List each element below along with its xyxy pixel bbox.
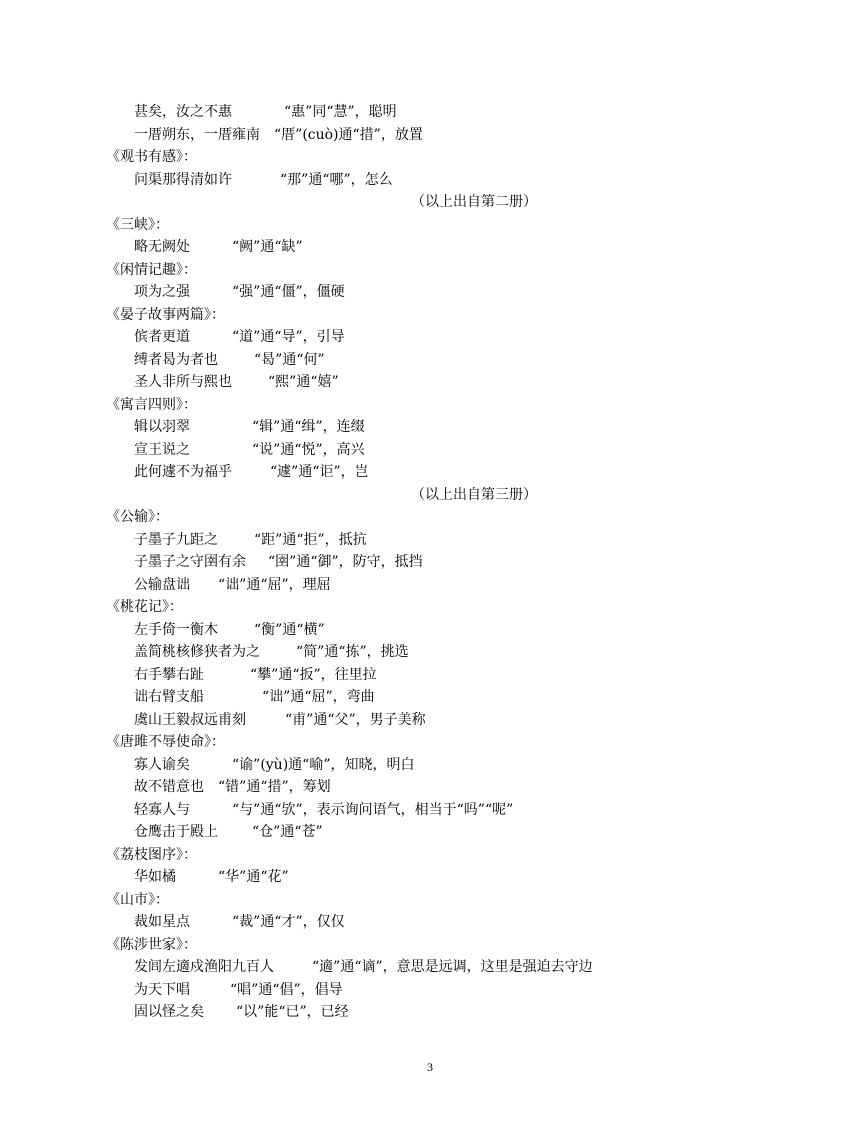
- heading-text: 《山市》：: [106, 891, 169, 908]
- entry-phrase: 辑以羽翠: [134, 419, 190, 435]
- entry-explanation: “距”通“拒”，抵抗: [254, 531, 367, 548]
- note-text: （以上出自第二册）: [411, 194, 537, 210]
- entry-phrase: 虞山王毅叔远甫刻: [134, 711, 246, 728]
- entry-line: [0, 799, 860, 822]
- entry-explanation: “曷”通“何”: [254, 351, 325, 368]
- entry-explanation: “熙”通“嬉”: [268, 374, 339, 390]
- entry-explanation: “阙”通“缺”: [232, 239, 303, 255]
- entry-line: [0, 911, 860, 934]
- entry-explanation: “以”能“已”，已经: [236, 1004, 349, 1020]
- entry-phrase: 宣王说之: [134, 441, 190, 458]
- heading-text: 《晏子故事两篇》：: [106, 306, 225, 323]
- entry-phrase: 略无阙处: [134, 239, 190, 255]
- entry-explanation: “谕”(yù)通“喻”，知晓，明白: [232, 756, 415, 773]
- entry-line: [0, 551, 860, 574]
- document-body: [0, 101, 860, 1024]
- entry-explanation: “仓”通“苍”: [252, 824, 323, 840]
- entry-phrase: 轻寡人与: [134, 801, 190, 818]
- entry-phrase: 盖简桃核修狭者为之: [134, 644, 260, 660]
- entry-explanation: “唱”通“倡”，倡导: [230, 981, 343, 998]
- heading-text: 《桃花记》：: [106, 599, 183, 615]
- section-heading: [0, 394, 860, 417]
- entry-phrase: 左手倚一衡木: [134, 621, 218, 638]
- entry-phrase: 公输盘诎: [134, 576, 190, 593]
- source-note: [0, 484, 860, 507]
- entry-line: [0, 326, 860, 349]
- entry-explanation: “惠”同“慧”，聪明: [284, 104, 397, 120]
- entry-phrase: 子墨子九距之: [134, 531, 218, 548]
- entry-line: [0, 574, 860, 597]
- heading-text: 《荔枝图序》：: [106, 846, 197, 863]
- entry-phrase: 问渠那得清如许: [134, 171, 232, 188]
- entry-phrase: 仓鹰击于殿上: [134, 824, 218, 840]
- entry-phrase: 故不错意也: [134, 779, 204, 795]
- heading-text: 《观书有感》：: [106, 149, 197, 165]
- entry-explanation: “说”通“悦”，高兴: [252, 441, 365, 458]
- section-heading: [0, 506, 860, 529]
- entry-explanation: “裁”通“才”，仅仅: [232, 914, 345, 930]
- entry-phrase: 为天下唱: [134, 981, 190, 998]
- entry-phrase: 傧者更道: [134, 329, 190, 345]
- section-heading: [0, 304, 860, 327]
- section-heading: [0, 214, 860, 237]
- entry-explanation: “甫”通“父”，男子美称: [285, 711, 426, 728]
- entry-line: [0, 754, 860, 777]
- heading-text: 《闲情记趣》：: [106, 261, 197, 278]
- heading-text: 《公输》：: [106, 509, 169, 525]
- note-text: （以上出自第三册）: [411, 486, 537, 503]
- entry-explanation: “强”通“僵”，僵硬: [232, 284, 345, 300]
- page-number: 3: [427, 1060, 433, 1074]
- entry-phrase: 发闾左適戍渔阳九百人: [134, 959, 274, 975]
- entry-phrase: 华如橘: [134, 869, 176, 885]
- entry-explanation: “诎”通“屈”，弯曲: [262, 689, 375, 705]
- entry-phrase: 裁如星点: [134, 914, 190, 930]
- source-note: [0, 191, 860, 214]
- entry-explanation: “遽”通“讵”，岂: [270, 464, 369, 480]
- entry-phrase: 右手攀右趾: [134, 666, 204, 683]
- entry-line: [0, 619, 860, 642]
- entry-explanation: “诎”通“屈”，理屈: [218, 576, 331, 593]
- entry-phrase: 圣人非所与熙也: [134, 374, 232, 390]
- heading-text: 《三峡》：: [106, 216, 169, 233]
- entry-phrase: 甚矣，汝之不惠: [134, 104, 232, 120]
- entry-phrase: 一厝朔东，一厝雍南: [134, 126, 260, 143]
- heading-text: 《唐雎不辱使命》：: [106, 734, 225, 750]
- heading-text: 《陈涉世家》：: [106, 936, 197, 953]
- heading-text: 《寓言四则》：: [106, 396, 197, 413]
- section-heading: [0, 146, 860, 169]
- entry-line: [0, 1001, 860, 1024]
- section-heading: [0, 934, 860, 957]
- entry-phrase: 缚者曷为者也: [134, 351, 218, 368]
- entry-explanation: “衡”通“横”: [254, 621, 325, 638]
- entry-explanation: “辑”通“缉”，连缀: [252, 419, 365, 435]
- entry-explanation: “道”通“导”，引导: [232, 329, 345, 345]
- entry-explanation: “华”通“花”: [218, 869, 289, 885]
- entry-line: [0, 461, 860, 484]
- entry-phrase: 子墨子之守圉有余: [134, 554, 246, 570]
- entry-phrase: 诎右臂支船: [134, 689, 204, 705]
- entry-line: [0, 416, 860, 439]
- entry-line: [0, 866, 860, 889]
- entry-explanation: “厝”(cuò)通“措”，放置: [274, 126, 423, 143]
- section-heading: [0, 596, 860, 619]
- entry-line: [0, 101, 860, 124]
- entry-explanation: “攀”通“扳”，往里拉: [250, 666, 377, 683]
- entry-explanation: “与”通“欤”，表示询问语气，相当于“吗”“呢”: [232, 801, 514, 818]
- section-heading: [0, 844, 860, 867]
- entry-explanation: “那”通“哪”，怎么: [280, 171, 393, 188]
- entry-line: [0, 371, 860, 394]
- entry-line: [0, 664, 860, 687]
- entry-line: [0, 236, 860, 259]
- section-heading: [0, 889, 860, 912]
- entry-line: [0, 529, 860, 552]
- entry-line: [0, 349, 860, 372]
- entry-line: [0, 124, 860, 147]
- entry-line: [0, 776, 860, 799]
- entry-phrase: 项为之强: [134, 284, 190, 300]
- entry-line: [0, 956, 860, 979]
- entry-phrase: 固以怪之矣: [134, 1004, 204, 1020]
- entry-line: [0, 686, 860, 709]
- entry-line: [0, 439, 860, 462]
- entry-line: [0, 169, 860, 192]
- entry-explanation: “圉”通“御”，防守，抵挡: [268, 554, 423, 570]
- entry-line: [0, 821, 860, 844]
- entry-line: [0, 641, 860, 664]
- entry-phrase: 寡人谕矣: [134, 756, 190, 773]
- entry-phrase: 此何遽不为福乎: [134, 464, 232, 480]
- entry-line: [0, 281, 860, 304]
- section-heading: [0, 731, 860, 754]
- entry-explanation: “適”通“谪”，意思是远调，这里是强迫去守边: [312, 959, 593, 975]
- entry-explanation: “错”通“措”，筹划: [218, 779, 331, 795]
- entry-explanation: “简”通“拣”，挑选: [296, 644, 409, 660]
- entry-line: [0, 709, 860, 732]
- section-heading: [0, 259, 860, 282]
- entry-line: [0, 979, 860, 1002]
